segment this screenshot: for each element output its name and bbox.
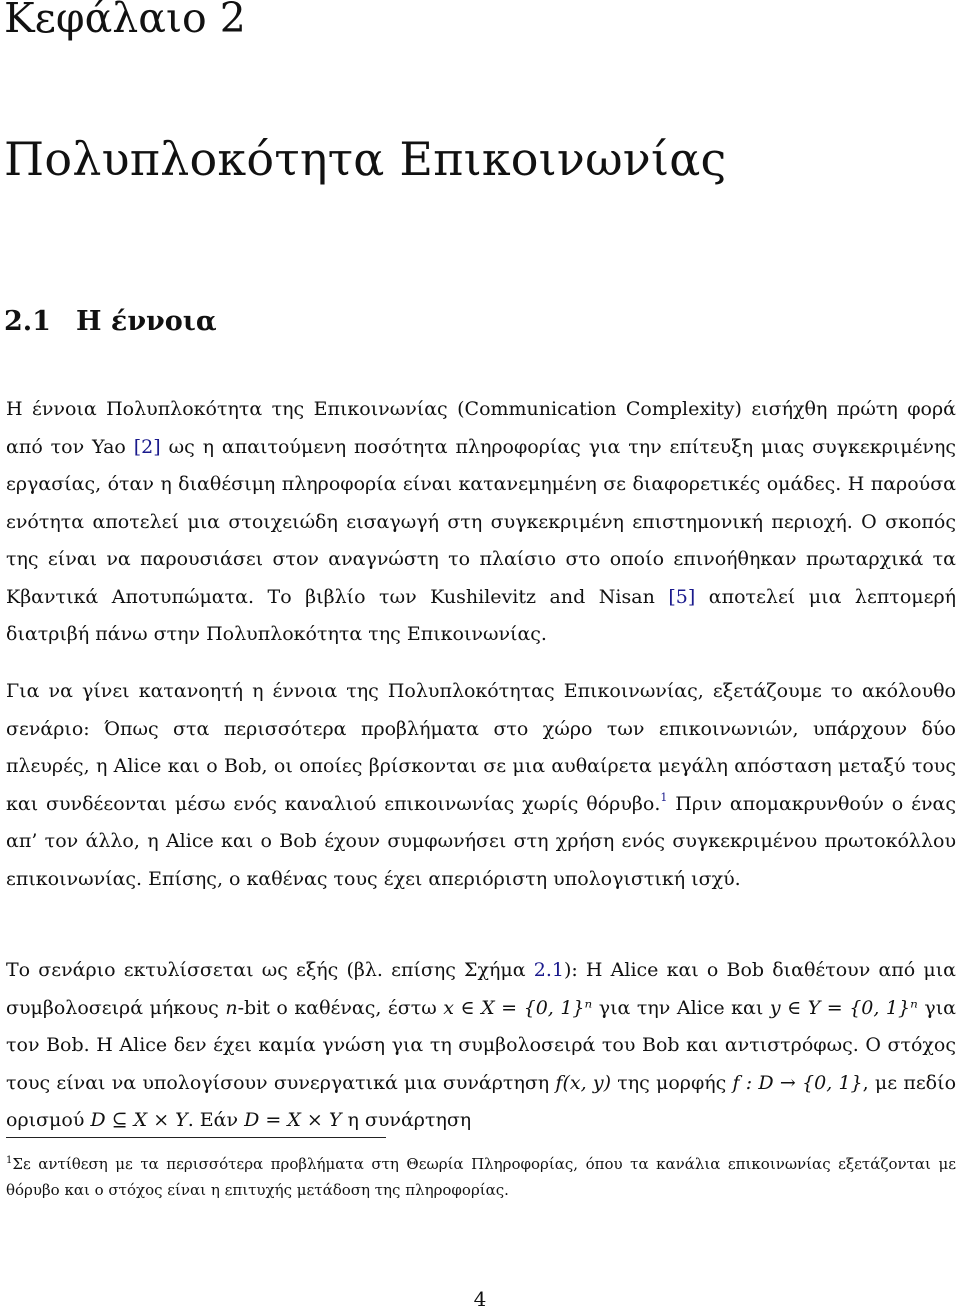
math-expression: D ⊆ X × Y: [90, 1109, 188, 1131]
paragraph-text: -bit ο καθένας, έστω: [237, 996, 444, 1019]
section-number: 2.1: [4, 306, 51, 337]
citation-link[interactable]: [5]: [668, 585, 696, 608]
paragraph-3: [6, 952, 956, 1140]
paragraph-text: αποτελεί μια λεπτομερή διατριβή πάνω στην Πολυπλοκότητα της Επικοινωνίας.: [6, 585, 957, 645]
paragraph-text: η συνάρτηση: [341, 1109, 472, 1131]
paragraph-text: Πριν απομακρυνθούν ο ένας απ’ τον άλλο, η Alice και ο Bob έχουν συμφωνήσει στη χρήση ενός συγκεκριμένου πρωτοκόλλου επικοινωνίας. Επίσης, ο καθένας τους έχει απεριόριστη υπολογιστική ισχύ.: [6, 792, 956, 890]
footnote: [6, 1151, 956, 1203]
page-number: 4: [473, 1287, 487, 1311]
math-expression: n: [225, 996, 238, 1019]
math-expression: x ∈ X = {0, 1}ⁿ: [443, 996, 593, 1019]
chapter-title: Πολυπλοκότητα Επικοινωνίας: [4, 132, 727, 186]
paragraph-text: . Εάν: [187, 1109, 245, 1131]
paragraph-text: ως η απαιτούμενη ποσότητα πληροφορίας για την επίτευξη μιας συγκεκριμένης εργασίας, όταν η διαθέσιμη πληροφορία είναι κατανεμημένη σε διαφορετικές ομάδες. Η παρούσα ενότητα αποτελεί μια στοιχειώδη εισαγωγή στη συγκεκριμένη επιστημονική περιοχή. Ο σκοπός της είναι να παρουσιάσει στον αναγνώστη το πλαίσιο στο οποίο επινοήθηκαν πρωταρχικά τα Κβαντικά Αποτυπώματα. Το βιβλίο των Kushilevitz and Nisan: [6, 435, 956, 608]
paragraph-text: , με πεδίο ορισμού: [6, 1071, 957, 1131]
paragraph-text: ): Η Alice και ο Bob διαθέτουν από μια συμβολοσειρά μήκους: [6, 959, 956, 1019]
paragraph-text: Το σενάριο εκτυλίσσεται ως εξής (βλ. επίσης Σχήμα: [6, 959, 534, 981]
paragraph-text: για την Alice και: [592, 996, 770, 1019]
math-expression: D = X × Y: [244, 1109, 342, 1131]
figure-reference[interactable]: 2.1: [533, 959, 564, 981]
paragraph-text: της μορφής: [611, 1071, 733, 1094]
paragraph-1: [6, 391, 956, 654]
math-expression: f : D → {0, 1}: [732, 1071, 863, 1094]
chapter-label: Κεφάλαιο 2: [4, 0, 246, 42]
math-expression: f(x, y): [555, 1071, 611, 1094]
footnote-text: Σε αντίθεση με τα περισσότερα προβλήματα στη Θεωρία Πληροφορίας, όπου τα κανάλια επικοινωνίας εξετάζονται με θόρυβο και ο στόχος είναι η επιτυχής μετάδοση της πληροφορίας.: [6, 1155, 956, 1199]
paragraph-2: [6, 673, 956, 898]
citation-link[interactable]: [2]: [133, 435, 161, 458]
footnote-reference[interactable]: 1: [660, 790, 668, 804]
footnote-divider: [6, 1137, 386, 1138]
paragraph-text: για τον Bob. Η Alice δεν έχει καμία γνώση για τη συμβολοσειρά του Bob και αντιστρόφως. Ο στόχος τους είναι να υπολογίσουν συνεργατικά μια συνάρτηση: [6, 996, 956, 1094]
math-expression: y ∈ Y = {0, 1}ⁿ: [769, 996, 918, 1019]
paragraph-text: Η έννοια Πολυπλοκότητα της Επικοινωνίας (Communication Complexity) εισήχθη πρώτη φορά από τον Yao: [6, 398, 956, 458]
paragraph-text: Για να γίνει κατανοητή η έννοια της Πολυπλοκότητας Επικοινωνίας, εξετάζουμε το ακόλουθο σενάριο: Όπως στα περισσότερα προβλήματα στο χώρο των επικοινωνιών, υπάρχουν δύο πλευρές, η Alice και ο Bob, οι οποίες βρίσκονται σε μια αυθαίρετα μεγάλη απόσταση μεταξύ τους και συνδέεονται μέσω ενός καναλιού επικοινωνίας χωρίς θόρυβο.: [6, 680, 956, 815]
footnote-mark: 1: [6, 1155, 13, 1166]
section-heading: [4, 306, 217, 337]
section-title: Η έννοια: [76, 306, 217, 337]
